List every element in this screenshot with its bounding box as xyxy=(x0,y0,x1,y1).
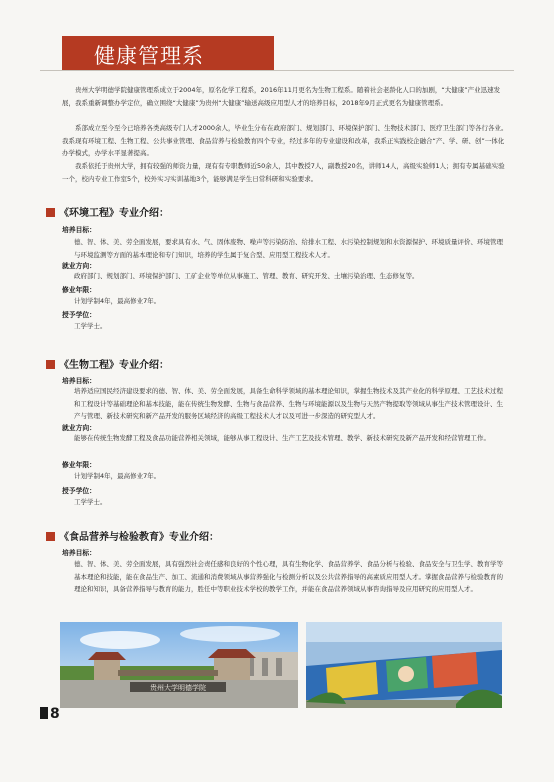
page-title: 健康管理系 xyxy=(94,44,204,68)
goal-text: 德、智、体、美、劳全面发展，具有强烈社会责任感和良好的个性心理，具有生物化学、食品营养学、食品分析与检验、食品安全与卫生学、教育学等基本理论和技能，能在食品生产、加工、流通和消费领域从事营养强化与检测分析以及公共营养指导的高素质应用型人才。掌握食品营养与检验教育的理论和知识，具备营养指导与教育的能力，胜任中等职业技术学校的教学工作，并能在食品营养领域从事咨询指导及应用研究的应用型人才。 xyxy=(74,560,503,593)
campus-gate-illustration xyxy=(60,622,298,708)
years-label: 修业年限： xyxy=(62,461,96,469)
years-text: 计划学制4年，最高修业7年。 xyxy=(74,472,161,480)
degree-text: 工学学士。 xyxy=(74,498,107,506)
goal-label: 培养目标： xyxy=(62,377,96,385)
section-heading-environmental-engineering: 《环境工程》专业介绍： xyxy=(46,204,169,219)
goal-text: 培养适应国民经济建设要求的德、智、体、美、劳全面发展，具备生命科学领域的基本理论知识，掌握生物技术及其产业化的科学原理、工艺技术过程和工程设计等基础理论和基本技能，能在传统生物发酵、生物与食品营养、生物与环境能源以及生物与天然产物提取等领域从事生产技术管理设计、生产与管理、新技术研究和新产品开发的服务区域经济的高级工程技术人才以及可进一步深造的研究型人才。 xyxy=(74,387,503,420)
years-label: 修业年限： xyxy=(62,286,96,294)
degree-text: 工学学士。 xyxy=(74,322,107,330)
campus-sign-text: 贵州大学明德学院 xyxy=(150,684,206,692)
department-title-banner xyxy=(62,36,274,70)
section-heading-food-nutrition: 《食品营养与检验教育》专业介绍： xyxy=(46,528,219,543)
section-heading-bioengineering: 《生物工程》专业介绍： xyxy=(46,356,169,371)
degree-label: 授予学位： xyxy=(62,487,96,495)
mural-wall-photo xyxy=(306,622,502,708)
degree-label: 授予学位： xyxy=(62,311,96,319)
goal-text: 德、智、体、美、劳全面发展，要求具有水、气、固体废物、噪声等污染防治、给排水工程、水污染控制规划和水资源保护、环境质量评价、环境管理与环境监测等方面的基本理论和专门知识，培养的学生属于复合型、应用型工程技术人才。 xyxy=(74,238,503,259)
section-bullet-icon xyxy=(46,208,55,217)
years-text: 计划学制4年，最高修业7年。 xyxy=(74,297,161,305)
campus-gate-photo xyxy=(60,622,298,708)
intro-paragraph-2: 系部成立至今至今已培养各类高级专门人才2000余人，毕业生分布在政府部门、规划部门、环境保护部门、生物技术部门、医疗卫生部门等各行各业。我系现有环境工程、生物工程、公共事业管理、食品营养与检验教育四个专业，经过多年的专业建设和改革，我系正实践校企融合“产、学、研、创”一体化办学模式，办学水平显著提高。 xyxy=(62,124,508,157)
mural-wall-illustration xyxy=(306,622,502,708)
goal-label: 培养目标： xyxy=(62,549,96,557)
section-bullet-icon xyxy=(46,360,55,369)
intro-paragraph-3: 我系依托于贵州大学，拥有较强的师资力量，现有有专职教师近50余人，其中教授7人，副教授20名，讲师14人，高级实验师1人；拥有专属基础实验一个，校内专业工作室5个，校外实习实训基地3个，能够满足学生日常科研和实验要求。 xyxy=(62,162,505,183)
career-text: 政府部门、规划部门、环境保护部门、工矿企业等单位从事施工、管理、教育、研究开发、土壤污染治理、生态修复等。 xyxy=(74,272,419,280)
career-label: 就业方向： xyxy=(62,262,96,270)
title-divider xyxy=(40,70,514,71)
page-number-marker-icon xyxy=(40,707,48,719)
section-bullet-icon xyxy=(46,532,55,541)
goal-label: 培养目标： xyxy=(62,226,96,234)
intro-paragraph-1: 贵州大学明德学院健康管理系成立于2004年，原名化学工程系，2016年11月更名为生物工程系。随着社会老龄化人口的加剧，“大健康”产业迅速发展，我系重新调整办学定位，确立围绕“大健康”为贵州“大健康”输送高级应用型人才的培养目标，2018年9月正式更名为健康管理系。 xyxy=(62,86,501,107)
page-number: 8 xyxy=(40,706,60,722)
career-text: 能够在传统生物发酵工程及食品功能营养相关领域，能够从事工程设计、生产工艺及技术管理、教学、新技术研究及新产品开发和经营管理工作。 xyxy=(74,434,490,442)
career-label: 就业方向： xyxy=(62,424,96,432)
